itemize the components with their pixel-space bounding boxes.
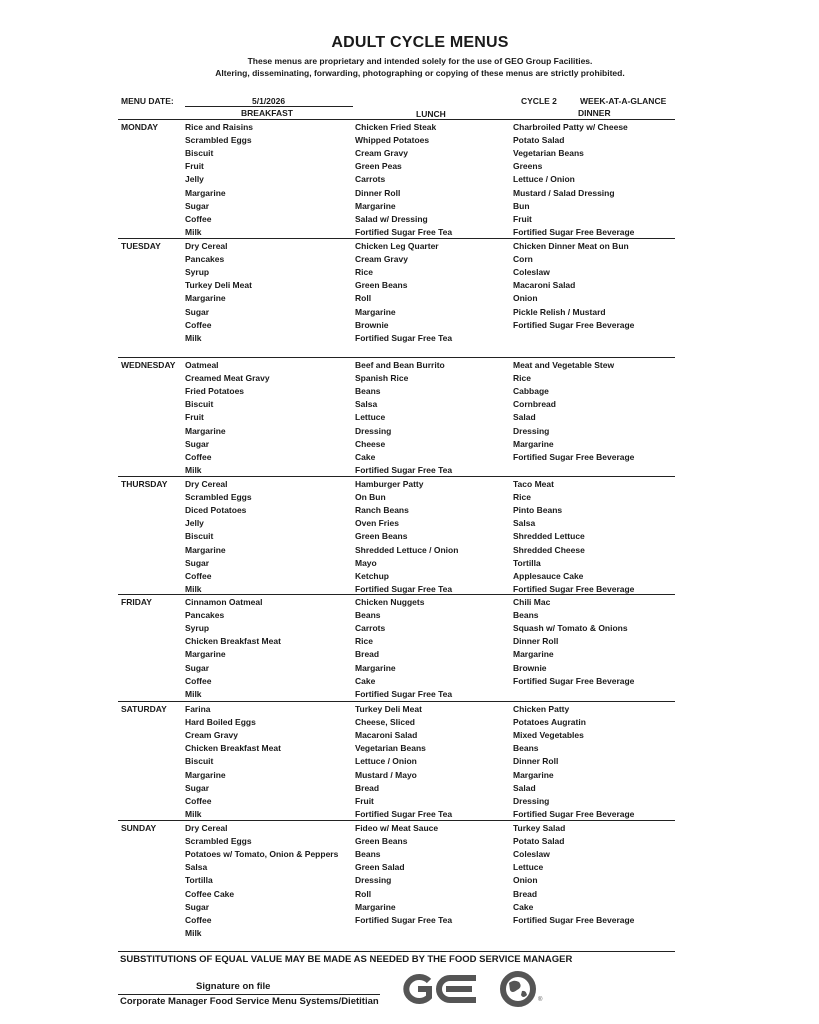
- signature-text: Signature on file: [196, 981, 271, 992]
- breakfast-item: Margarine: [185, 544, 226, 555]
- dinner-item: Applesauce Cake: [513, 570, 584, 581]
- breakfast-item: Sugar: [185, 901, 210, 912]
- dinner-item: Fortified Sugar Free Beverage: [513, 226, 635, 237]
- breakfast-item: Chicken Breakfast Meat: [185, 743, 281, 754]
- breakfast-item: Milk: [185, 583, 202, 594]
- breakfast-item: Milk: [185, 464, 202, 475]
- dinner-item: Shredded Cheese: [513, 544, 585, 555]
- footer-divider: [118, 951, 675, 952]
- dinner-item: Bun: [513, 200, 530, 211]
- dinner-item: Dressing: [513, 425, 550, 436]
- dinner-item: Macaroni Salad: [513, 280, 576, 291]
- dinner-item: Corn: [513, 254, 533, 265]
- breakfast-item: Margarine: [185, 293, 226, 304]
- breakfast-column-header: BREAKFAST: [241, 108, 293, 118]
- dinner-item: Cabbage: [513, 386, 549, 397]
- lunch-item: Fortified Sugar Free Tea: [355, 808, 453, 819]
- breakfast-item: Fruit: [185, 412, 204, 423]
- dinner-item: Chicken Dinner Meat on Bun: [513, 241, 629, 251]
- lunch-item: Beans: [355, 386, 381, 397]
- day-label-saturday: SATURDAY: [121, 704, 167, 714]
- breakfast-item: Dry Cereal: [185, 479, 228, 489]
- proprietary-notice: These menus are proprietary and intended solely for the use of GEO Group Facilities.: [247, 56, 593, 66]
- breakfast-item: Salsa: [185, 862, 208, 873]
- lunch-item: Shredded Lettuce / Onion: [355, 544, 459, 555]
- breakfast-item: Dry Cereal: [185, 241, 228, 251]
- dinner-item: Salsa: [513, 518, 536, 529]
- dinner-item: Tortilla: [513, 557, 541, 568]
- breakfast-item: Sugar: [185, 557, 210, 568]
- dinner-item: Turkey Salad: [513, 823, 566, 833]
- breakfast-item: Margarine: [185, 425, 226, 436]
- dinner-item: Beans: [513, 743, 539, 754]
- menu-date-value: 5/1/2026: [252, 96, 286, 106]
- day-divider: [118, 701, 675, 702]
- breakfast-item: Potatoes w/ Tomato, Onion & Peppers: [185, 849, 339, 860]
- dinner-item: Fruit: [513, 213, 532, 224]
- breakfast-item: Scrambled Eggs: [185, 836, 252, 847]
- dinner-item: Vegetarian Beans: [513, 148, 584, 159]
- dinner-item: Dinner Roll: [513, 756, 559, 767]
- dinner-item: Onion: [513, 875, 538, 886]
- day-divider: [118, 476, 675, 477]
- dinner-item: Fortified Sugar Free Beverage: [513, 808, 635, 819]
- dinner-item: Fortified Sugar Free Beverage: [513, 675, 635, 686]
- dinner-item: Chili Mac: [513, 597, 551, 607]
- lunch-item: Fortified Sugar Free Tea: [355, 226, 453, 237]
- breakfast-item: Diced Potatoes: [185, 505, 247, 516]
- dinner-item: Margarine: [513, 438, 554, 449]
- lunch-item: Margarine: [355, 901, 396, 912]
- dinner-item: Chicken Patty: [513, 704, 570, 714]
- dinner-item: Coleslaw: [513, 267, 550, 278]
- breakfast-item: Jelly: [185, 518, 204, 529]
- lunch-item: Vegetarian Beans: [355, 743, 426, 754]
- lunch-item: Margarine: [355, 662, 396, 673]
- dinner-item: Taco Meat: [513, 479, 554, 489]
- dinner-item: Bread: [513, 888, 538, 899]
- breakfast-item: Creamed Meat Gravy: [185, 373, 270, 384]
- breakfast-item: Biscuit: [185, 756, 214, 767]
- dinner-item: Greens: [513, 161, 543, 172]
- dinner-item: Rice: [513, 373, 531, 384]
- dinner-item: Shredded Lettuce: [513, 531, 585, 542]
- lunch-item: Roll: [355, 888, 372, 899]
- lunch-item: Beans: [355, 610, 381, 621]
- lunch-item: Salsa: [355, 399, 378, 410]
- breakfast-item: Coffee: [185, 570, 212, 581]
- dinner-item: Cake: [513, 901, 534, 912]
- dinner-item: Salad: [513, 412, 536, 423]
- lunch-item: Chicken Nuggets: [355, 597, 425, 607]
- dinner-item: Pinto Beans: [513, 505, 563, 516]
- lunch-item: Green Beans: [355, 836, 408, 847]
- breakfast-item: Margarine: [185, 187, 226, 198]
- day-divider: [118, 357, 675, 358]
- lunch-item: Cream Gravy: [355, 148, 408, 159]
- dinner-item: Mustard / Salad Dressing: [513, 187, 615, 198]
- lunch-item: Macaroni Salad: [355, 730, 418, 741]
- lunch-item: Green Peas: [355, 161, 402, 172]
- dinner-item: Meat and Vegetable Stew: [513, 360, 615, 370]
- lunch-item: Rice: [355, 267, 373, 278]
- dinner-item: Pickle Relish / Mustard: [513, 306, 606, 317]
- breakfast-item: Turkey Deli Meat: [185, 280, 252, 291]
- lunch-item: Cheese: [355, 438, 386, 449]
- lunch-item: Fortified Sugar Free Tea: [355, 688, 453, 699]
- day-label-tuesday: TUESDAY: [121, 241, 161, 251]
- breakfast-item: Fruit: [185, 161, 204, 172]
- lunch-item: Beef and Bean Burrito: [355, 360, 445, 370]
- corporate-manager-title: Corporate Manager Food Service Menu Systems/Dietitian: [120, 996, 379, 1007]
- day-divider: [118, 820, 675, 821]
- lunch-column-header: LUNCH: [416, 109, 446, 119]
- dinner-item: Cornbread: [513, 399, 556, 410]
- dinner-item: Beans: [513, 610, 539, 621]
- lunch-item: Rice: [355, 636, 373, 647]
- lunch-item: Salad w/ Dressing: [355, 213, 428, 224]
- dinner-item: Onion: [513, 293, 538, 304]
- lunch-item: Fortified Sugar Free Tea: [355, 583, 453, 594]
- lunch-item: Roll: [355, 293, 372, 304]
- breakfast-item: Sugar: [185, 200, 210, 211]
- dinner-item: Rice: [513, 492, 531, 503]
- day-label-wednesday: WEDNESDAY: [121, 360, 176, 370]
- lunch-item: Hamburger Patty: [355, 479, 424, 489]
- day-label-sunday: SUNDAY: [121, 823, 157, 833]
- lunch-item: Lettuce: [355, 412, 386, 423]
- lunch-item: Ranch Beans: [355, 505, 409, 516]
- lunch-item: Fortified Sugar Free Tea: [355, 464, 453, 475]
- dinner-item: Dinner Roll: [513, 636, 559, 647]
- lunch-item: Fruit: [355, 795, 374, 806]
- breakfast-item: Sugar: [185, 662, 210, 673]
- breakfast-item: Coffee: [185, 213, 212, 224]
- lunch-item: Margarine: [355, 200, 396, 211]
- lunch-item: Fortified Sugar Free Tea: [355, 914, 453, 925]
- breakfast-item: Cinnamon Oatmeal: [185, 597, 263, 607]
- day-divider: [118, 594, 675, 595]
- breakfast-item: Scrambled Eggs: [185, 492, 252, 503]
- lunch-item: Carrots: [355, 174, 386, 185]
- day-divider: [118, 119, 675, 120]
- breakfast-item: Coffee: [185, 914, 212, 925]
- breakfast-item: Jelly: [185, 174, 204, 185]
- geo-logo: [398, 970, 558, 1008]
- lunch-item: Ketchup: [355, 570, 389, 581]
- lunch-item: Bread: [355, 782, 380, 793]
- breakfast-item: Pancakes: [185, 610, 225, 621]
- lunch-item: Mustard / Mayo: [355, 769, 417, 780]
- lunch-item: Green Beans: [355, 531, 408, 542]
- lunch-item: Green Salad: [355, 862, 405, 873]
- lunch-item: Green Beans: [355, 280, 408, 291]
- week-at-a-glance-label: WEEK-AT-A-GLANCE: [580, 96, 667, 106]
- breakfast-item: Chicken Breakfast Meat: [185, 636, 281, 647]
- lunch-item: Turkey Deli Meat: [355, 704, 422, 714]
- lunch-item: On Bun: [355, 492, 386, 503]
- breakfast-item: Sugar: [185, 306, 210, 317]
- lunch-item: Spanish Rice: [355, 373, 409, 384]
- menu-date-underline: [185, 106, 353, 107]
- breakfast-item: Dry Cereal: [185, 823, 228, 833]
- cycle-label: CYCLE 2: [521, 96, 557, 106]
- dinner-item: Squash w/ Tomato & Onions: [513, 623, 628, 634]
- breakfast-item: Biscuit: [185, 148, 214, 159]
- breakfast-item: Rice and Raisins: [185, 122, 254, 132]
- dinner-item: Salad: [513, 782, 536, 793]
- breakfast-item: Coffee: [185, 451, 212, 462]
- breakfast-item: Syrup: [185, 267, 210, 278]
- day-label-friday: FRIDAY: [121, 597, 152, 607]
- lunch-item: Bread: [355, 649, 380, 660]
- breakfast-item: Farina: [185, 704, 211, 714]
- lunch-item: Mayo: [355, 557, 377, 568]
- dinner-item: Fortified Sugar Free Beverage: [513, 451, 635, 462]
- lunch-item: Cheese, Sliced: [355, 717, 416, 728]
- lunch-item: Cream Gravy: [355, 254, 408, 265]
- lunch-item: Chicken Fried Steak: [355, 122, 437, 132]
- breakfast-item: Milk: [185, 927, 202, 938]
- dinner-item: Margarine: [513, 769, 554, 780]
- breakfast-item: Margarine: [185, 769, 226, 780]
- dinner-item: Margarine: [513, 649, 554, 660]
- dinner-item: Mixed Vegetables: [513, 730, 584, 741]
- lunch-item: Chicken Leg Quarter: [355, 241, 439, 251]
- day-label-thursday: THURSDAY: [121, 479, 168, 489]
- breakfast-item: Milk: [185, 332, 202, 343]
- svg-text:®: ®: [538, 997, 543, 1003]
- lunch-item: Whipped Potatoes: [355, 135, 430, 146]
- dinner-item: Potatoes Augratin: [513, 717, 586, 728]
- lunch-item: Dinner Roll: [355, 187, 401, 198]
- substitutions-notice: SUBSTITUTIONS OF EQUAL VALUE MAY BE MADE AS NEEDED BY THE FOOD SERVICE MANAGER: [120, 954, 573, 965]
- lunch-item: Fortified Sugar Free Tea: [355, 332, 453, 343]
- page-title: ADULT CYCLE MENUS: [331, 34, 509, 51]
- dinner-item: Fortified Sugar Free Beverage: [513, 914, 635, 925]
- breakfast-item: Coffee: [185, 319, 212, 330]
- lunch-item: Fideo w/ Meat Sauce: [355, 823, 439, 833]
- breakfast-item: Biscuit: [185, 399, 214, 410]
- breakfast-item: Oatmeal: [185, 360, 219, 370]
- copy-prohibition-notice: Altering, disseminating, forwarding, photographing or copying of these menus are strictly prohibited.: [215, 68, 625, 78]
- lunch-item: Dressing: [355, 875, 392, 886]
- lunch-item: Cake: [355, 675, 376, 686]
- dinner-item: Charbroiled Patty w/ Cheese: [513, 122, 628, 132]
- breakfast-item: Margarine: [185, 649, 226, 660]
- breakfast-item: Milk: [185, 226, 202, 237]
- signature-line: [118, 994, 380, 995]
- breakfast-item: Milk: [185, 688, 202, 699]
- lunch-item: Margarine: [355, 306, 396, 317]
- day-divider: [118, 238, 675, 239]
- breakfast-item: Coffee Cake: [185, 888, 235, 899]
- dinner-item: Potato Salad: [513, 836, 565, 847]
- menu-date-label: MENU DATE:: [121, 96, 174, 106]
- lunch-item: Cake: [355, 451, 376, 462]
- dinner-column-header: DINNER: [578, 108, 611, 118]
- lunch-item: Brownie: [355, 319, 389, 330]
- breakfast-item: Coffee: [185, 795, 212, 806]
- dinner-item: Brownie: [513, 662, 547, 673]
- breakfast-item: Biscuit: [185, 531, 214, 542]
- dinner-item: Fortified Sugar Free Beverage: [513, 583, 635, 594]
- breakfast-item: Sugar: [185, 438, 210, 449]
- dinner-item: Dressing: [513, 795, 550, 806]
- lunch-item: Carrots: [355, 623, 386, 634]
- lunch-item: Beans: [355, 849, 381, 860]
- day-label-monday: MONDAY: [121, 122, 158, 132]
- dinner-item: Lettuce: [513, 862, 544, 873]
- breakfast-item: Coffee: [185, 675, 212, 686]
- breakfast-item: Hard Boiled Eggs: [185, 717, 256, 728]
- dinner-item: Coleslaw: [513, 849, 550, 860]
- dinner-item: Potato Salad: [513, 135, 565, 146]
- breakfast-item: Pancakes: [185, 254, 225, 265]
- lunch-item: Lettuce / Onion: [355, 756, 417, 767]
- breakfast-item: Syrup: [185, 623, 210, 634]
- breakfast-item: Milk: [185, 808, 202, 819]
- breakfast-item: Fried Potatoes: [185, 386, 245, 397]
- breakfast-item: Scrambled Eggs: [185, 135, 252, 146]
- breakfast-item: Tortilla: [185, 875, 213, 886]
- dinner-item: Fortified Sugar Free Beverage: [513, 319, 635, 330]
- breakfast-item: Cream Gravy: [185, 730, 238, 741]
- breakfast-item: Sugar: [185, 782, 210, 793]
- lunch-item: Oven Fries: [355, 518, 399, 529]
- lunch-item: Dressing: [355, 425, 392, 436]
- dinner-item: Lettuce / Onion: [513, 174, 575, 185]
